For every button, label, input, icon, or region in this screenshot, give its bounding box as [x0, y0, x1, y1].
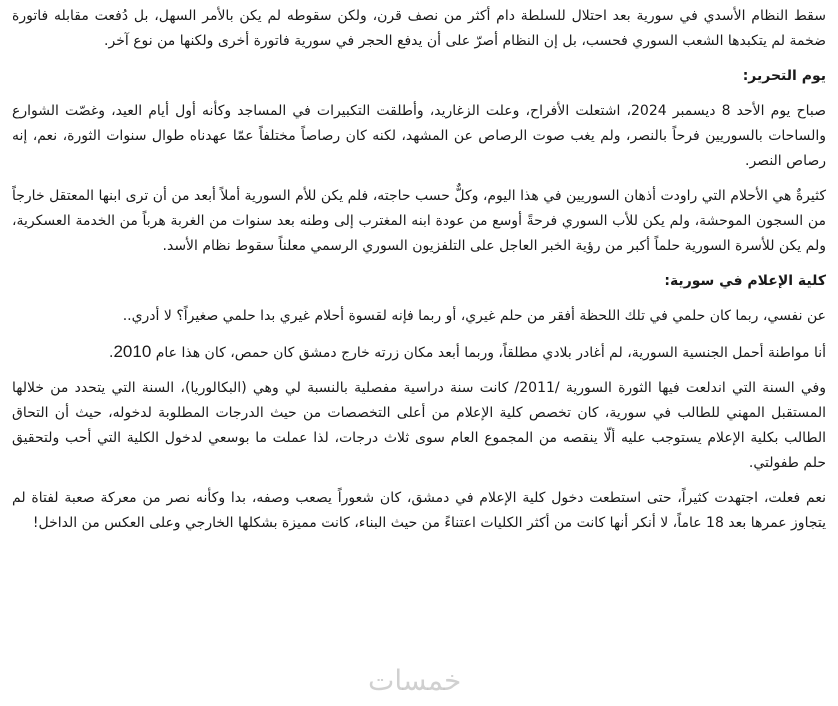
article-body — [12, 4, 826, 546]
year-2010: 2010 — [113, 342, 152, 361]
section-heading-liberation: يوم التحرير: — [742, 68, 826, 84]
intro-paragraph: سقط النظام الأسدي في سورية بعد احتلال للسلطة دام أكثر من نصف قرن، ولكن سقوطه لم يكن بالأمر السهل، بل دُفعت مقابله فاتورة ضخمة لم يتكبدها الشعب السوري فحسب، بل إن النظام أصرّ على أن يدفع الحجر في سورية فاتورة أخرى ولكنها من نوع آخر. — [12, 8, 826, 49]
liberation-paragraph-2: كثيرةٌ هي الأحلام التي راودت أذهان السوريين في هذا اليوم، وكلٌّ حسب حاجته، فلم يكن للأم السورية أملاً أبعد من أن ترى ابنها المعتقل خارجاً من السجون الموحشة، ولم يكن للأب السوري فرحةً أوسع من عودة ابنه المغترب إلى وطنه بعد سنوات من الغربة هرباً من الخدمة العسكرية، ولم يكن للأسرة السورية حلماً أكبر من رؤية الخبر العاجل على التلفزيون السوري الرسمي معلناً سقوط نظام الأسد. — [12, 188, 826, 254]
section-heading-media-college: كلية الإعلام في سورية: — [664, 273, 826, 289]
media-paragraph-4: نعم فعلت، اجتهدت كثيراً، حتى استطعت دخول كلية الإعلام في دمشق، كان شعوراً يصعب وصفه، بدا وكأنه نصر من معركة صعبة لفتاة لم يتجاوز عمرها بعد 18 عاماً، لا أنكر أنها كانت من أكثر الكليات اعتناءً من حيث البناء، كانت مميزة بشكلها الخارجي وعلى العكس من الداخل! — [12, 490, 826, 531]
media-paragraph-3: وفي السنة التي اندلعت فيها الثورة السورية /2011/ كانت سنة دراسية مفصلية بالنسبة لي وهي (البكالوريا)، السنة التي يتحدد من خلالها المستقبل المهني للطالب في سورية، كان تخصص كلية الإعلام من أعلى التخصصات من حيث الدرجات المطلوبة لدخوله، حيث أن التحاق الطالب بكلية الإعلام يستوجب عليه ألّا ينقصه من المجموع العام سوى ثلاث درجات، لذا عملت ما بوسعي لدخول الكلية التي أحب ولتحقيق حلم طفولتي. — [12, 380, 826, 471]
liberation-paragraph-1: صباح يوم الأحد 8 ديسمبر 2024، اشتعلت الأفراح، وعلت الزغاريد، وأطلقت التكبيرات في المساجد وكأنه أول أيام العيد، وغصّت الشوارع والساحات بالسوريين فرحاً بالنصر، ولم يغب صوت الرصاص عن المشهد، لكنه كان رصاصاً مختلفاً عمّا عهدناه طوال سنوات الثورة، نعم، إنه رصاص النصر. — [12, 103, 826, 169]
watermark-logo: خمسات — [368, 664, 462, 697]
media-paragraph-1: عن نفسي، ربما كان حلمي في تلك اللحظة أفقر من حلم غيري، أو ربما فإنه لقسوة أحلام غيري بدا حلمي صغيراً؟ لا أدري.. — [122, 308, 826, 324]
media-paragraph-2-text: أنا مواطنة أحمل الجنسية السورية، لم أغادر بلادي مطلقاً، وربما أبعد مكان زرته خارج دمشق كان حمص، كان هذا عام — [151, 345, 826, 361]
media-paragraph-2-end: . — [109, 345, 114, 361]
media-paragraph-2 — [12, 339, 826, 366]
